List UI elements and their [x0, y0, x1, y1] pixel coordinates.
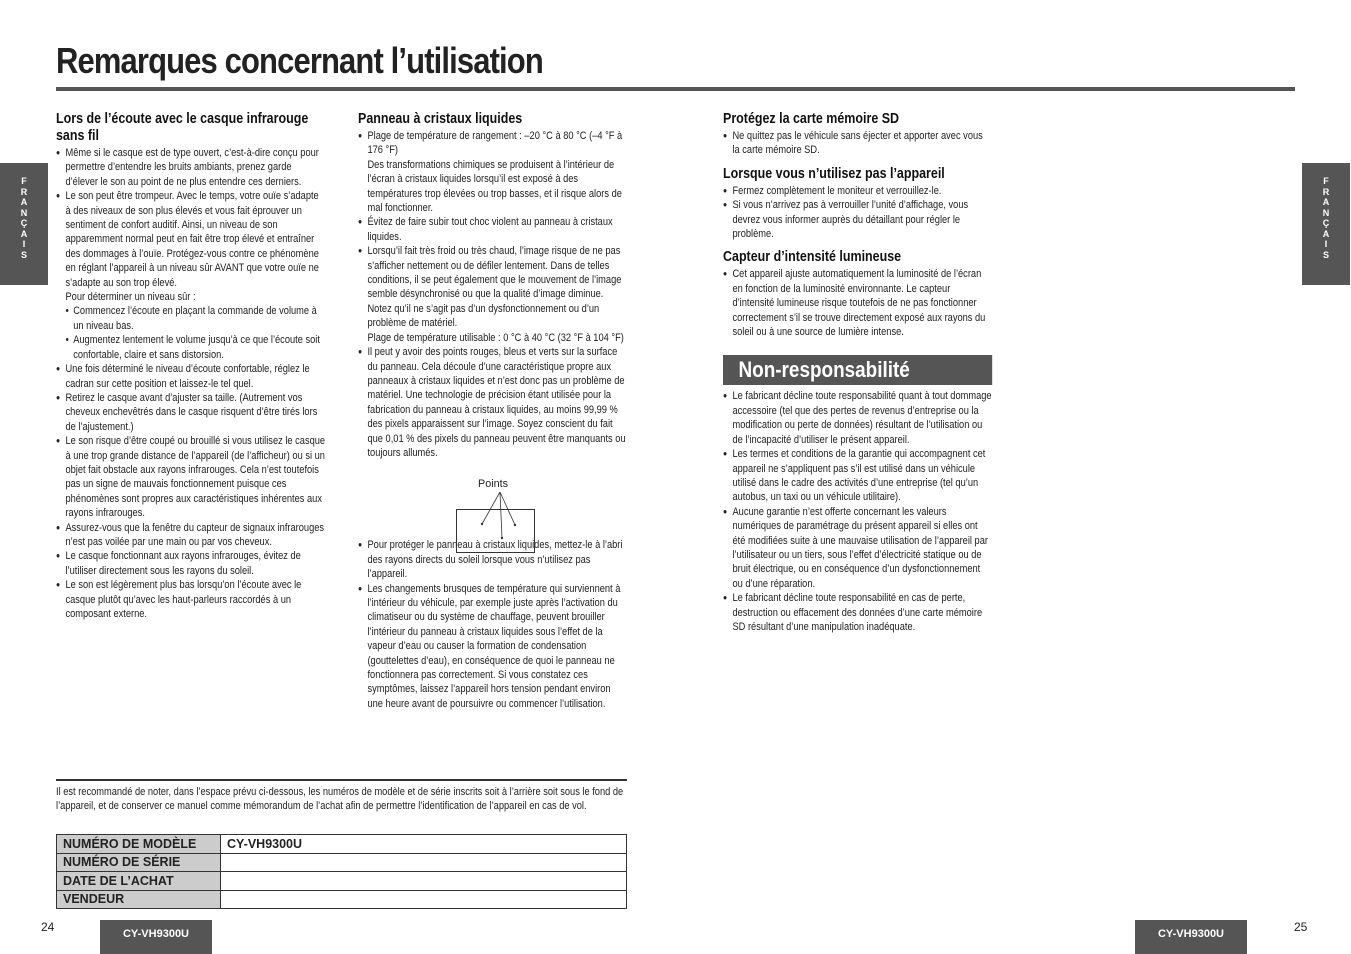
list-item: ● Le casque fonctionnant aux rayons infrarouges, évitez de l’utiliser directement sous les rayons du soleil.: [56, 549, 326, 578]
page-title: Remarques concernant l’utilisation: [56, 40, 543, 81]
list-item: ● Aucune garantie n’est offerte concernant les valeurs numériques de paramétrage du présent appareil si elles ont été modifiées suite à une mauvaise utilisation de l’appareil par l’utilisateur ou un tiers, sous l’effet d’électricité statique ou de bruit électrique, ou en conséquence d’un dysfonctionnement ou d’une réparation.: [723, 505, 992, 591]
column-headphones: [56, 111, 326, 621]
list-item: ● Le son risque d’être coupé ou brouillé si vous utilisez le casque à une trop grande distance de l’appareil (de l’afficheur) ou si un objet fait obstacle aux rayons infrarouges. Cela n’est toutefois pas un signe de mauvais fonctionnement puisque ces phénomènes sont propres aux caractéristiques inhérentes aux rayons infrarouges.: [56, 434, 326, 520]
row-value: CY-VH9300U: [221, 835, 627, 854]
section-heading-light-sensor: Capteur d’intensité lumineuse: [723, 249, 902, 266]
section-heading-lcd: Panneau à cristaux liquides: [358, 111, 523, 127]
headphones-list: [56, 146, 326, 621]
model-badge-right: CY-VH9300U: [1135, 920, 1247, 954]
safe-level-steps: [65, 304, 326, 362]
table-row: [57, 872, 627, 891]
row-label: DATE DE L’ACHAT: [57, 872, 221, 891]
list-item: ● Le son est légèrement plus bas lorsqu’on l’écoute avec le casque plutôt qu’avec les haut-parleurs raccordés à un composant externe.: [56, 578, 326, 621]
registration-note: Il est recommandé de noter, dans l’espace prévu ci-dessous, les numéros de modèle et de série inscrits soit à l’arrière soit sous le fond de l’appareil, et de conserver ce manuel comme mémorandum de l’achat afin de permettre l’identification de l’appareil en cas de vol.: [56, 786, 624, 813]
list-item: [56, 189, 326, 362]
note-rule: [56, 779, 627, 781]
tab-letter: A: [20, 197, 28, 207]
list-item: [358, 244, 628, 345]
list-item: ● Le fabricant décline toute responsabilité quant à tout dommage accessoire (tel que des pertes de revenus d’entreprise ou la modification ou perte de données) résultant de l’utilisation ou de l’incapacité d’utiliser le présent appareil.: [723, 389, 992, 447]
table-row: [57, 835, 627, 854]
list-item: ● Une fois déterminé le niveau d’écoute confortable, réglez le cadran sur cette position et laissez-le tel quel.: [56, 362, 326, 391]
tab-letter: N: [1322, 207, 1330, 218]
section-light-sensor: [723, 249, 992, 339]
list-item: [358, 129, 628, 215]
tab-letter: F: [1323, 176, 1329, 186]
operating-temperature: Plage de température utilisable : 0 °C à 40 °C (32 °F à 104 °F): [367, 331, 624, 344]
list-item: ● Évitez de faire subir tout choc violent au panneau à cristaux liquides.: [358, 215, 628, 244]
model-badge-left: CY-VH9300U: [100, 920, 212, 954]
table-row: [57, 890, 627, 909]
title-rule: [56, 87, 1295, 91]
list-item: ● Retirez le casque avant d’ajuster sa taille. (Autrement vos cheveux enchevêtrés dans le casque risquent d’être tirés lors de l’ajustement.): [56, 391, 326, 434]
tab-letter: S: [20, 249, 27, 260]
column-lcd: [358, 111, 628, 711]
row-value: [221, 890, 627, 909]
tab-letter: Ç: [20, 218, 28, 228]
disclaimer-banner: Non-responsabilité: [723, 355, 992, 385]
list-item: ● Cet appareil ajuste automatiquement la luminosité de l’écran en fonction de la luminosité environnante. Le capteur d’intensité lumineuse risque toutefois de ne pas fonctionner correctement s’il se trouve directement exposé aux rayons du soleil ou à une source de lumière intense.: [723, 267, 992, 339]
pointer-line: [500, 492, 502, 538]
section-heading-unused: Lorsque vous n’utilisez pas l’appareil: [723, 165, 945, 182]
tab-letter: I: [1324, 239, 1328, 249]
list-item-text: Des transformations chimiques se produisent à l’intérieur de l’écran à cristaux liquides lorsqu’il est exposé à des températures trop élevées ou trop basses, et il risque alors de mal fonctionner.: [367, 158, 622, 215]
section-unused: [723, 166, 992, 242]
list-item: ● Les changements brusques de température qui surviennent à l’intérieur du véhicule, par exemple juste après l’activation du climatiseur ou du système de chauffage, peuvent brouiller l’intérieur du panneau à cristaux liquides sous l’effet de la vapeur d’eau ou causer la formation de condensation (gouttelettes d’eau), en conséquence de quoi le panneau ne fonctionnera pas correctement. Si vous constatez ces symptômes, laissez l’appareil hors tension pendant environ une heure avant de poursuivre ou commencer l’utilisation.: [358, 582, 628, 712]
pixel-point: [501, 537, 503, 539]
list-item-text: Lorsqu’il fait très froid ou très chaud, l’image risque de ne pas s’afficher nettement ou de défiler lentement. Dans de telles conditions, il se peut également que le mouvement de l’image semble désynchronisé ou que la qualité d’image diminue. Notez qu’il ne s’agit pas d’un dysfonctionnement ou d’un problème de matériel.: [367, 245, 622, 330]
tab-letter: A: [1322, 197, 1330, 207]
row-label: VENDEUR: [57, 890, 221, 909]
page-number-right: 25: [1294, 920, 1308, 934]
list-item: ● Même si le casque est de type ouvert, c’est-à-dire conçu pour permettre d’entendre les bruits ambiants, prenez garde d’élever le son au point de ne plus entendre ces derniers.: [56, 146, 326, 189]
list-item: ● Le fabricant décline toute responsabilité en cas de perte, destruction ou effacement des données d’une carte mémoire SD résultant d’une manipulation inadéquate.: [723, 591, 992, 634]
row-value: [221, 872, 627, 891]
column-right: [723, 111, 992, 634]
tab-letter: R: [1322, 186, 1330, 197]
pixel-points-figure: [456, 478, 536, 554]
tab-letter: A: [1322, 228, 1330, 239]
storage-temperature: Plage de température de rangement : –20 °C à 80 °C (–4 °F à 176 °F): [367, 130, 623, 157]
lcd-list: [358, 129, 628, 711]
row-value: [221, 853, 627, 872]
tab-letter: I: [22, 239, 26, 249]
row-label: NUMÉRO DE SÉRIE: [57, 853, 221, 872]
tab-letter: Ç: [1322, 218, 1330, 228]
list-item-text: Le son peut être trompeur. Avec le temps, votre ouïe s’adapte à des niveaux de son plus élevés et vous fait éprouver un sentiment de confort auditif. Ainsi, un niveau de son apparemment normal peut en fait être trop élevé et entraîner des dommages à l’ouïe. Protégez-vous contre ce phénomène en réglant l’appareil à un niveau sûr AVANT que votre ouïe ne s’adapte au son trop élevé.: [65, 190, 319, 289]
panel-outline: [457, 510, 535, 553]
list-item: ● Fermez complètement le moniteur et verrouillez-le.: [723, 184, 992, 198]
table-row: [57, 853, 627, 872]
pointer-line: [482, 492, 500, 524]
pointer-line: [500, 492, 515, 525]
sub-list-item: • Augmentez lentement le volume jusqu’à ce que l’écoute soit confortable, claire et sans distorsion.: [65, 333, 326, 362]
list-item: ● Il peut y avoir des points rouges, bleus et verts sur la surface du panneau. Cela découle d’une caractéristique propre aux panneaux à cristaux liquides et n’est donc pas un problème de matériel. Une technologie de précision étant utilisée pour la fabrication du panneau à cristaux liquides, au moins 99,99 % des pixels apparaissent sur l’image. Soyez conscient du fait que 0,01 % des pixels du panneau peuvent être manquants ou toujours allumés.: [358, 345, 628, 460]
figure-label: Points: [478, 478, 509, 490]
pixel-point: [514, 524, 516, 526]
pixel-point: [481, 523, 483, 525]
list-item: ● Les termes et conditions de la garantie qui accompagnent cet appareil ne s’appliquent pas s’il est utilisé dans un véhicule utilisé dans le cadre des activités d’une entreprise (tel qu’un autobus, un taxi ou un véhicule utilitaire).: [723, 447, 992, 505]
row-label: NUMÉRO DE MODÈLE: [57, 835, 221, 854]
section-sd-card: [723, 111, 992, 158]
section-heading-headphones: Lors de l’écoute avec le casque infrarouge sans fil: [56, 111, 309, 144]
safe-level-intro: Pour déterminer un niveau sûr :: [65, 291, 196, 304]
page-number-left: 24: [41, 920, 55, 934]
list-item: ● Si vous n’arrivez pas à verrouiller l’unité d’affichage, vous devrez vous informer auprès du détaillant pour régler le problème.: [723, 198, 992, 241]
registration-table: [56, 834, 627, 909]
sub-list-item: • Commencez l’écoute en plaçant la commande de volume à un niveau bas.: [65, 304, 326, 333]
tab-letter: F: [21, 176, 27, 186]
disclaimer-list: [723, 389, 992, 634]
language-tab-left: [0, 163, 48, 285]
list-item: ● Pour protéger le panneau à cristaux liquides, mettez-le à l’abri des rayons directs du soleil lorsque vous n’utilisez pas l’appareil.: [358, 538, 628, 581]
list-item: ● Assurez-vous que la fenêtre du capteur de signaux infrarouges n’est pas voilée par une main ou par vos cheveux.: [56, 521, 326, 550]
tab-letter: R: [20, 186, 28, 197]
tab-letter: A: [20, 228, 28, 239]
list-item: ● Ne quittez pas le véhicule sans éjecter et apporter avec vous la carte mémoire SD.: [723, 129, 992, 158]
tab-letter: S: [1322, 249, 1329, 260]
section-heading-sd: Protégez la carte mémoire SD: [723, 111, 900, 127]
tab-letter: N: [20, 207, 28, 218]
language-tab-right: [1302, 163, 1350, 285]
